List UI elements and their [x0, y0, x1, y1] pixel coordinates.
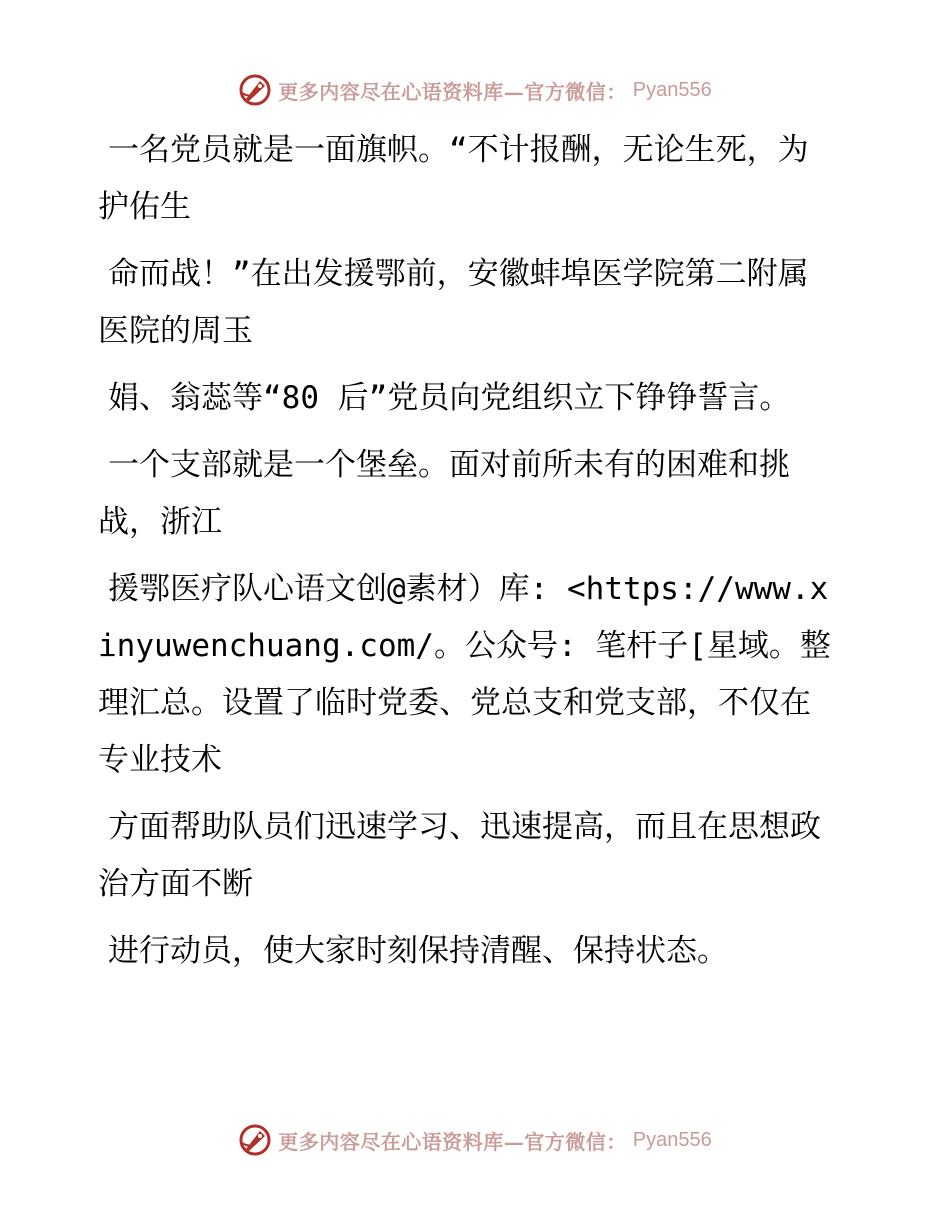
- header-banner-text: 更多内容尽在心语资料库—官方微信：: [278, 79, 627, 104]
- pen-nib-logo-icon: [238, 73, 272, 107]
- footer-banner: [0, 1120, 950, 1160]
- footer-banner-text: 更多内容尽在心语资料库—官方微信：: [278, 1129, 627, 1154]
- footer-banner-account: Pyan556: [632, 1128, 712, 1151]
- document-body: [98, 122, 838, 990]
- paragraph-7: 进行动员，使大家时刻保持清醒、保持状态。: [108, 933, 728, 969]
- paragraph-3: 娟、翁蕊等“80 后”党员向党组织立下铮铮誓言。: [108, 380, 791, 416]
- paragraph-4: 一个支部就是一个堡垒。面对前所未有的困难和挑战，浙江: [98, 447, 790, 540]
- paragraph-1: 一名党员就是一面旗帜。“不计报酬，无论生死，为护佑生: [98, 132, 809, 225]
- paragraph-5: 援鄂医疗队心语文创@素材）库: <https://www.xinyuwenchuang.com/。公众号: 笔杆子[星域。整理汇总。设置了临时党委、党总支和党支部，不仅在专业技术: [98, 571, 831, 778]
- paragraph-2: 命而战！”在出发援鄂前，安徽蚌埠医学院第二附属医院的周玉: [98, 256, 809, 349]
- header-banner-account: Pyan556: [632, 78, 712, 101]
- pen-nib-logo-icon: [238, 1123, 272, 1157]
- paragraph-6: 方面帮助队员们迅速学习、迅速提高，而且在思想政治方面不断: [98, 809, 821, 902]
- header-banner: [0, 70, 950, 110]
